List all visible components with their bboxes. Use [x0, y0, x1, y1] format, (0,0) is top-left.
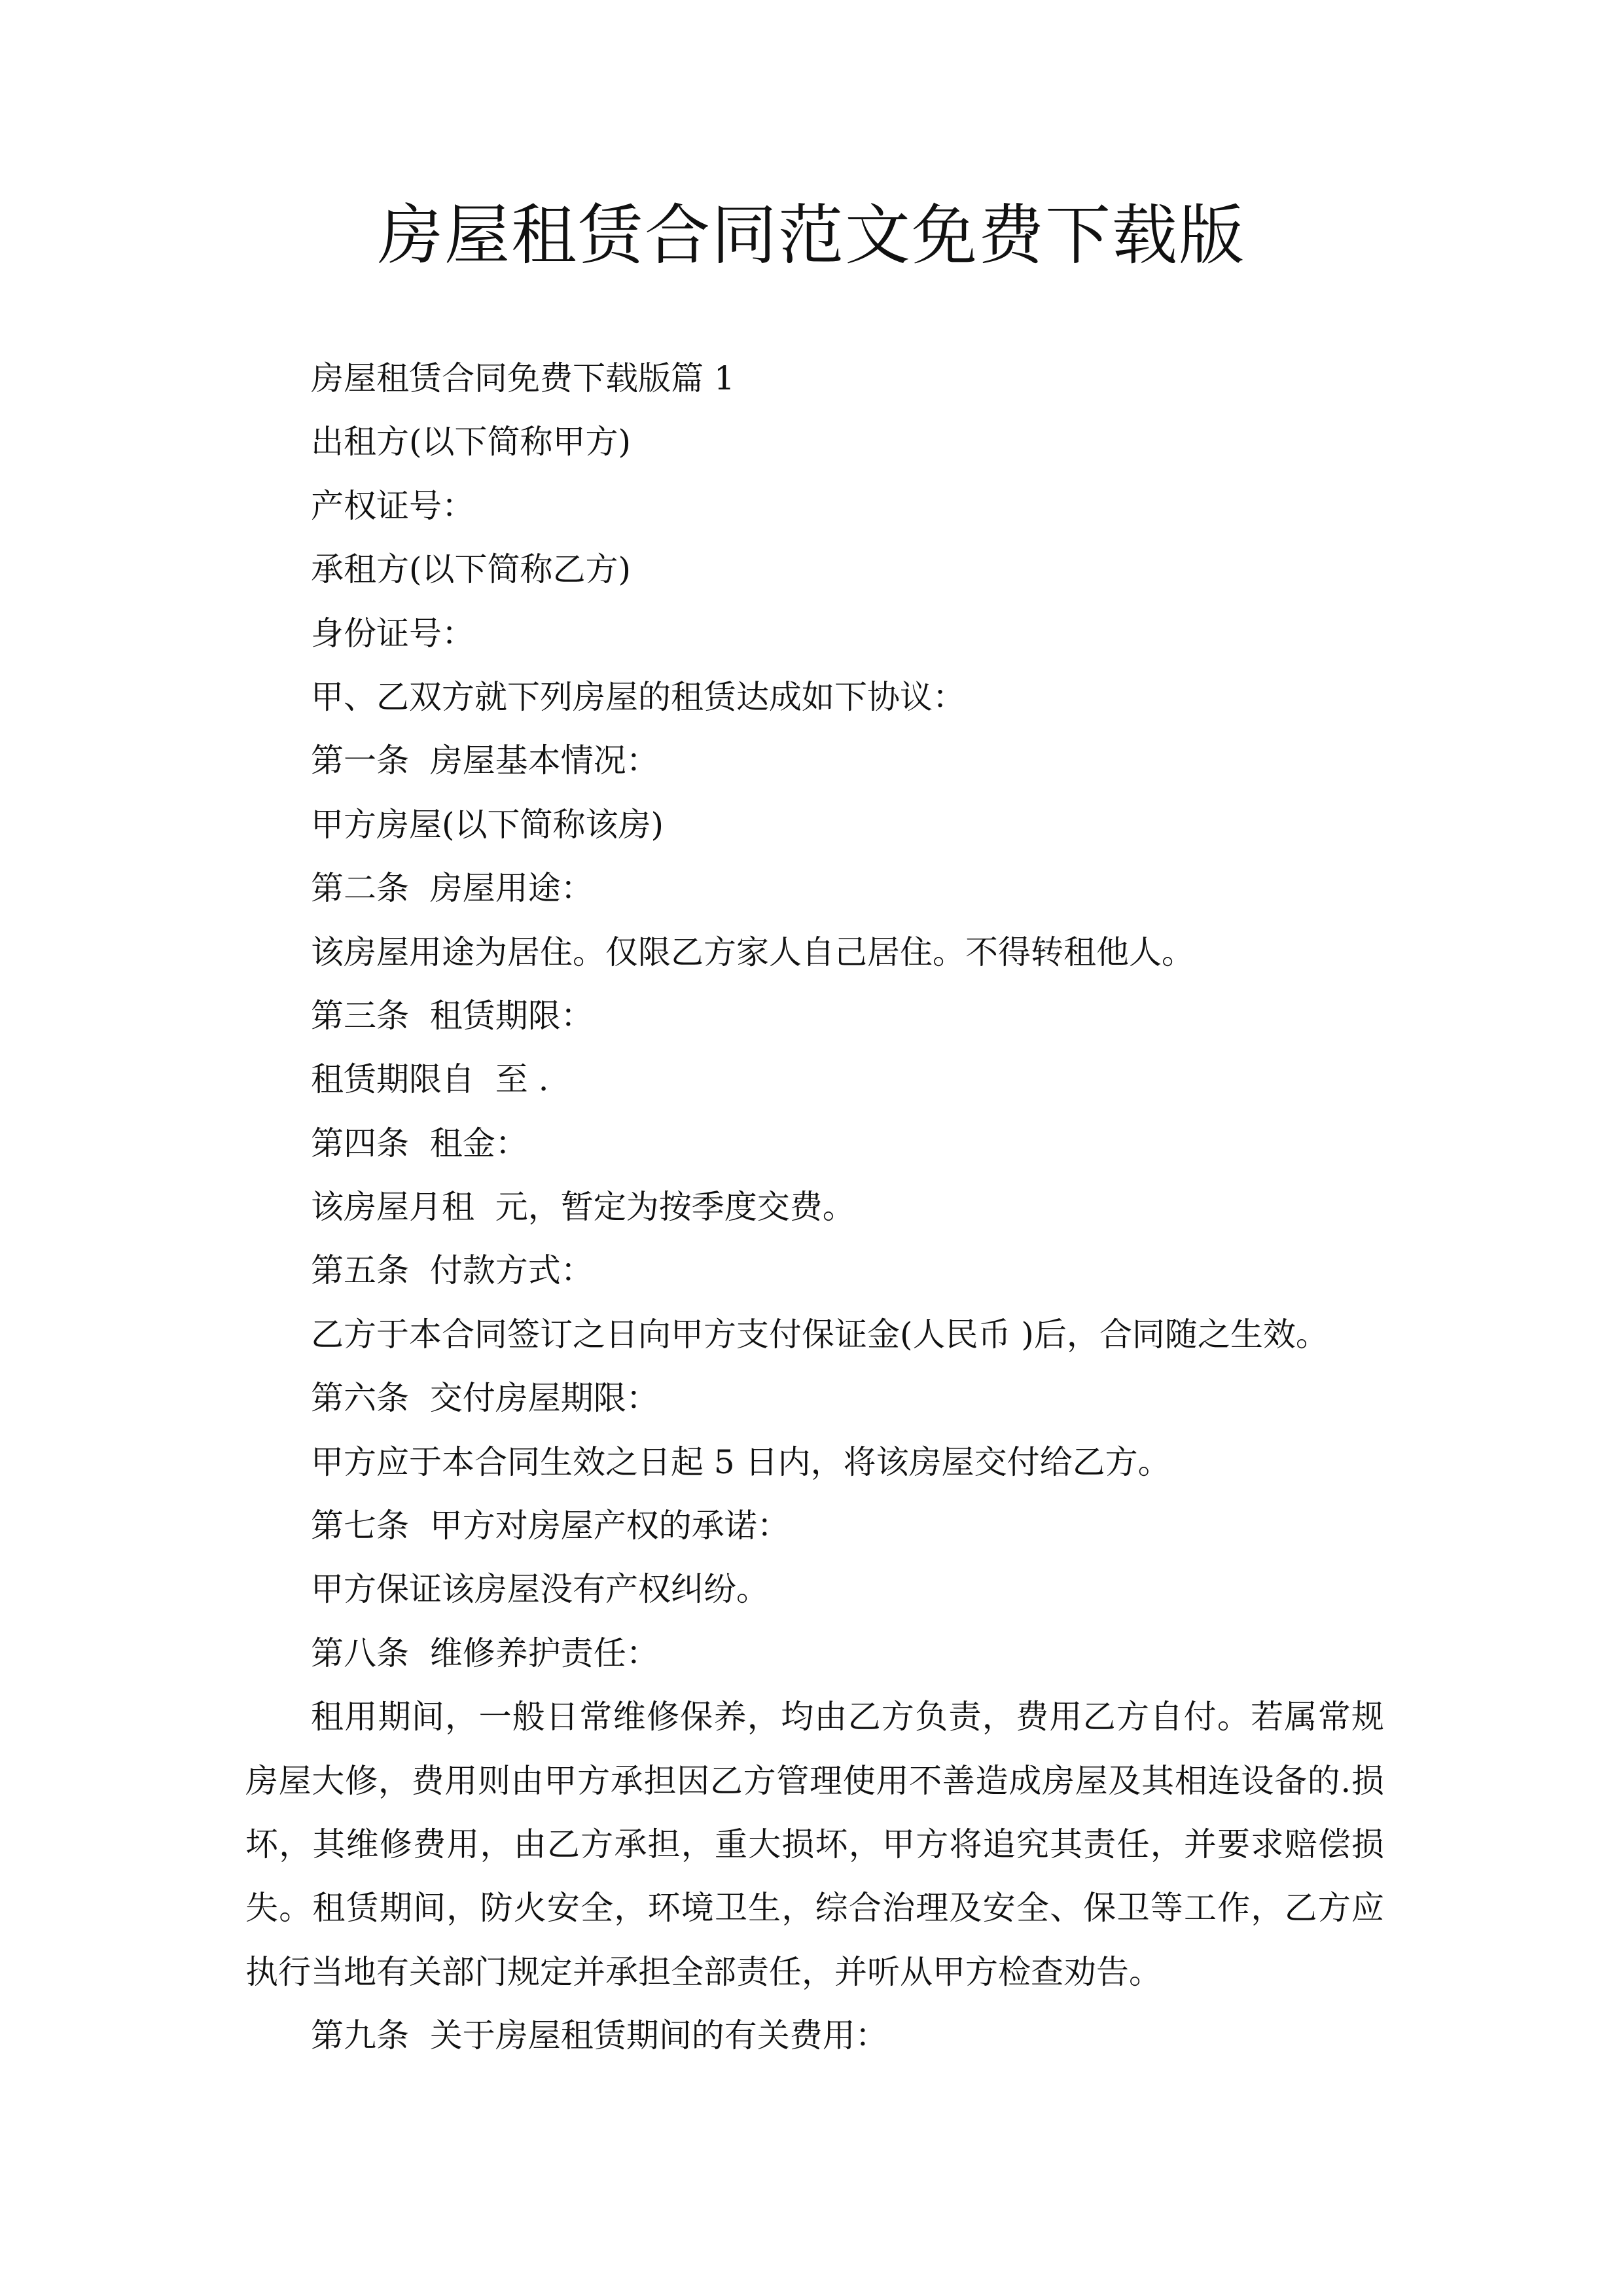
article-4-heading: 第四条 租金： — [311, 1124, 528, 1162]
article-9-heading: 第九条 关于房屋租赁期间的有关费用： — [311, 2017, 888, 2055]
article-5-text: 乙方于本合同签订之日向甲方支付保证金(人民币 )后，合同随之生效。 — [311, 1315, 1329, 1354]
article-8-paragraph: 租用期间，一般日常维修保养，均由乙方负责，费用乙方自付。若属常规房屋大修，费用则由甲方承担因乙方管理使用不善造成房屋及其相连设备的.损坏，其维修费用，由乙方承担，重大损坏，甲方将追究其责任，并要求赔偿损失。租赁期间，防火安全，环境卫生，综合治理及安全、保卫等工作，乙方应执行当地有关部门规定并承担全部责任，并听从甲方检查劝告。 — [245, 1698, 1384, 1991]
article-5-heading: 第五条 付款方式： — [311, 1251, 594, 1290]
article-1-heading: 第一条 房屋基本情况： — [311, 742, 659, 780]
article-6-text: 甲方应于本合同生效之日起 5 日内，将该房屋交付给乙方。 — [311, 1443, 1171, 1481]
article-4-text: 该房屋月租 元，暂定为按季度交费。 — [311, 1188, 855, 1227]
section-heading: 房屋租赁合同免费下载版篇 1 — [311, 359, 735, 397]
article-6-heading: 第六条 交付房屋期限： — [311, 1379, 659, 1418]
article-3-text: 租赁期限自 至 . — [311, 1060, 549, 1099]
article-7-text: 甲方保证该房屋没有产权纠纷。 — [311, 1570, 769, 1609]
article-2-heading: 第二条 房屋用途： — [311, 869, 594, 908]
agreement-intro: 甲、乙双方就下列房屋的租赁达成如下协议： — [311, 677, 965, 716]
article-3-heading: 第三条 租赁期限： — [311, 996, 594, 1035]
lessee-label: 承租方(以下简称乙方) — [311, 550, 632, 589]
article-1-text: 甲方房屋(以下简称该房) — [311, 805, 664, 844]
article-7-heading: 第七条 甲方对房屋产权的承诺： — [311, 1507, 790, 1545]
property-cert-label: 产权证号： — [311, 486, 474, 525]
lessor-label: 出租方(以下简称甲方) — [311, 423, 632, 461]
document-body — [245, 347, 1384, 2068]
article-8-heading: 第八条 维修养护责任： — [311, 1634, 659, 1672]
document-title: 房屋租赁合同范文免费下载版 — [378, 197, 1245, 274]
id-number-label: 身份证号： — [311, 614, 474, 653]
article-2-text: 该房屋用途为居住。仅限乙方家人自己居住。不得转租他人。 — [311, 933, 1194, 971]
